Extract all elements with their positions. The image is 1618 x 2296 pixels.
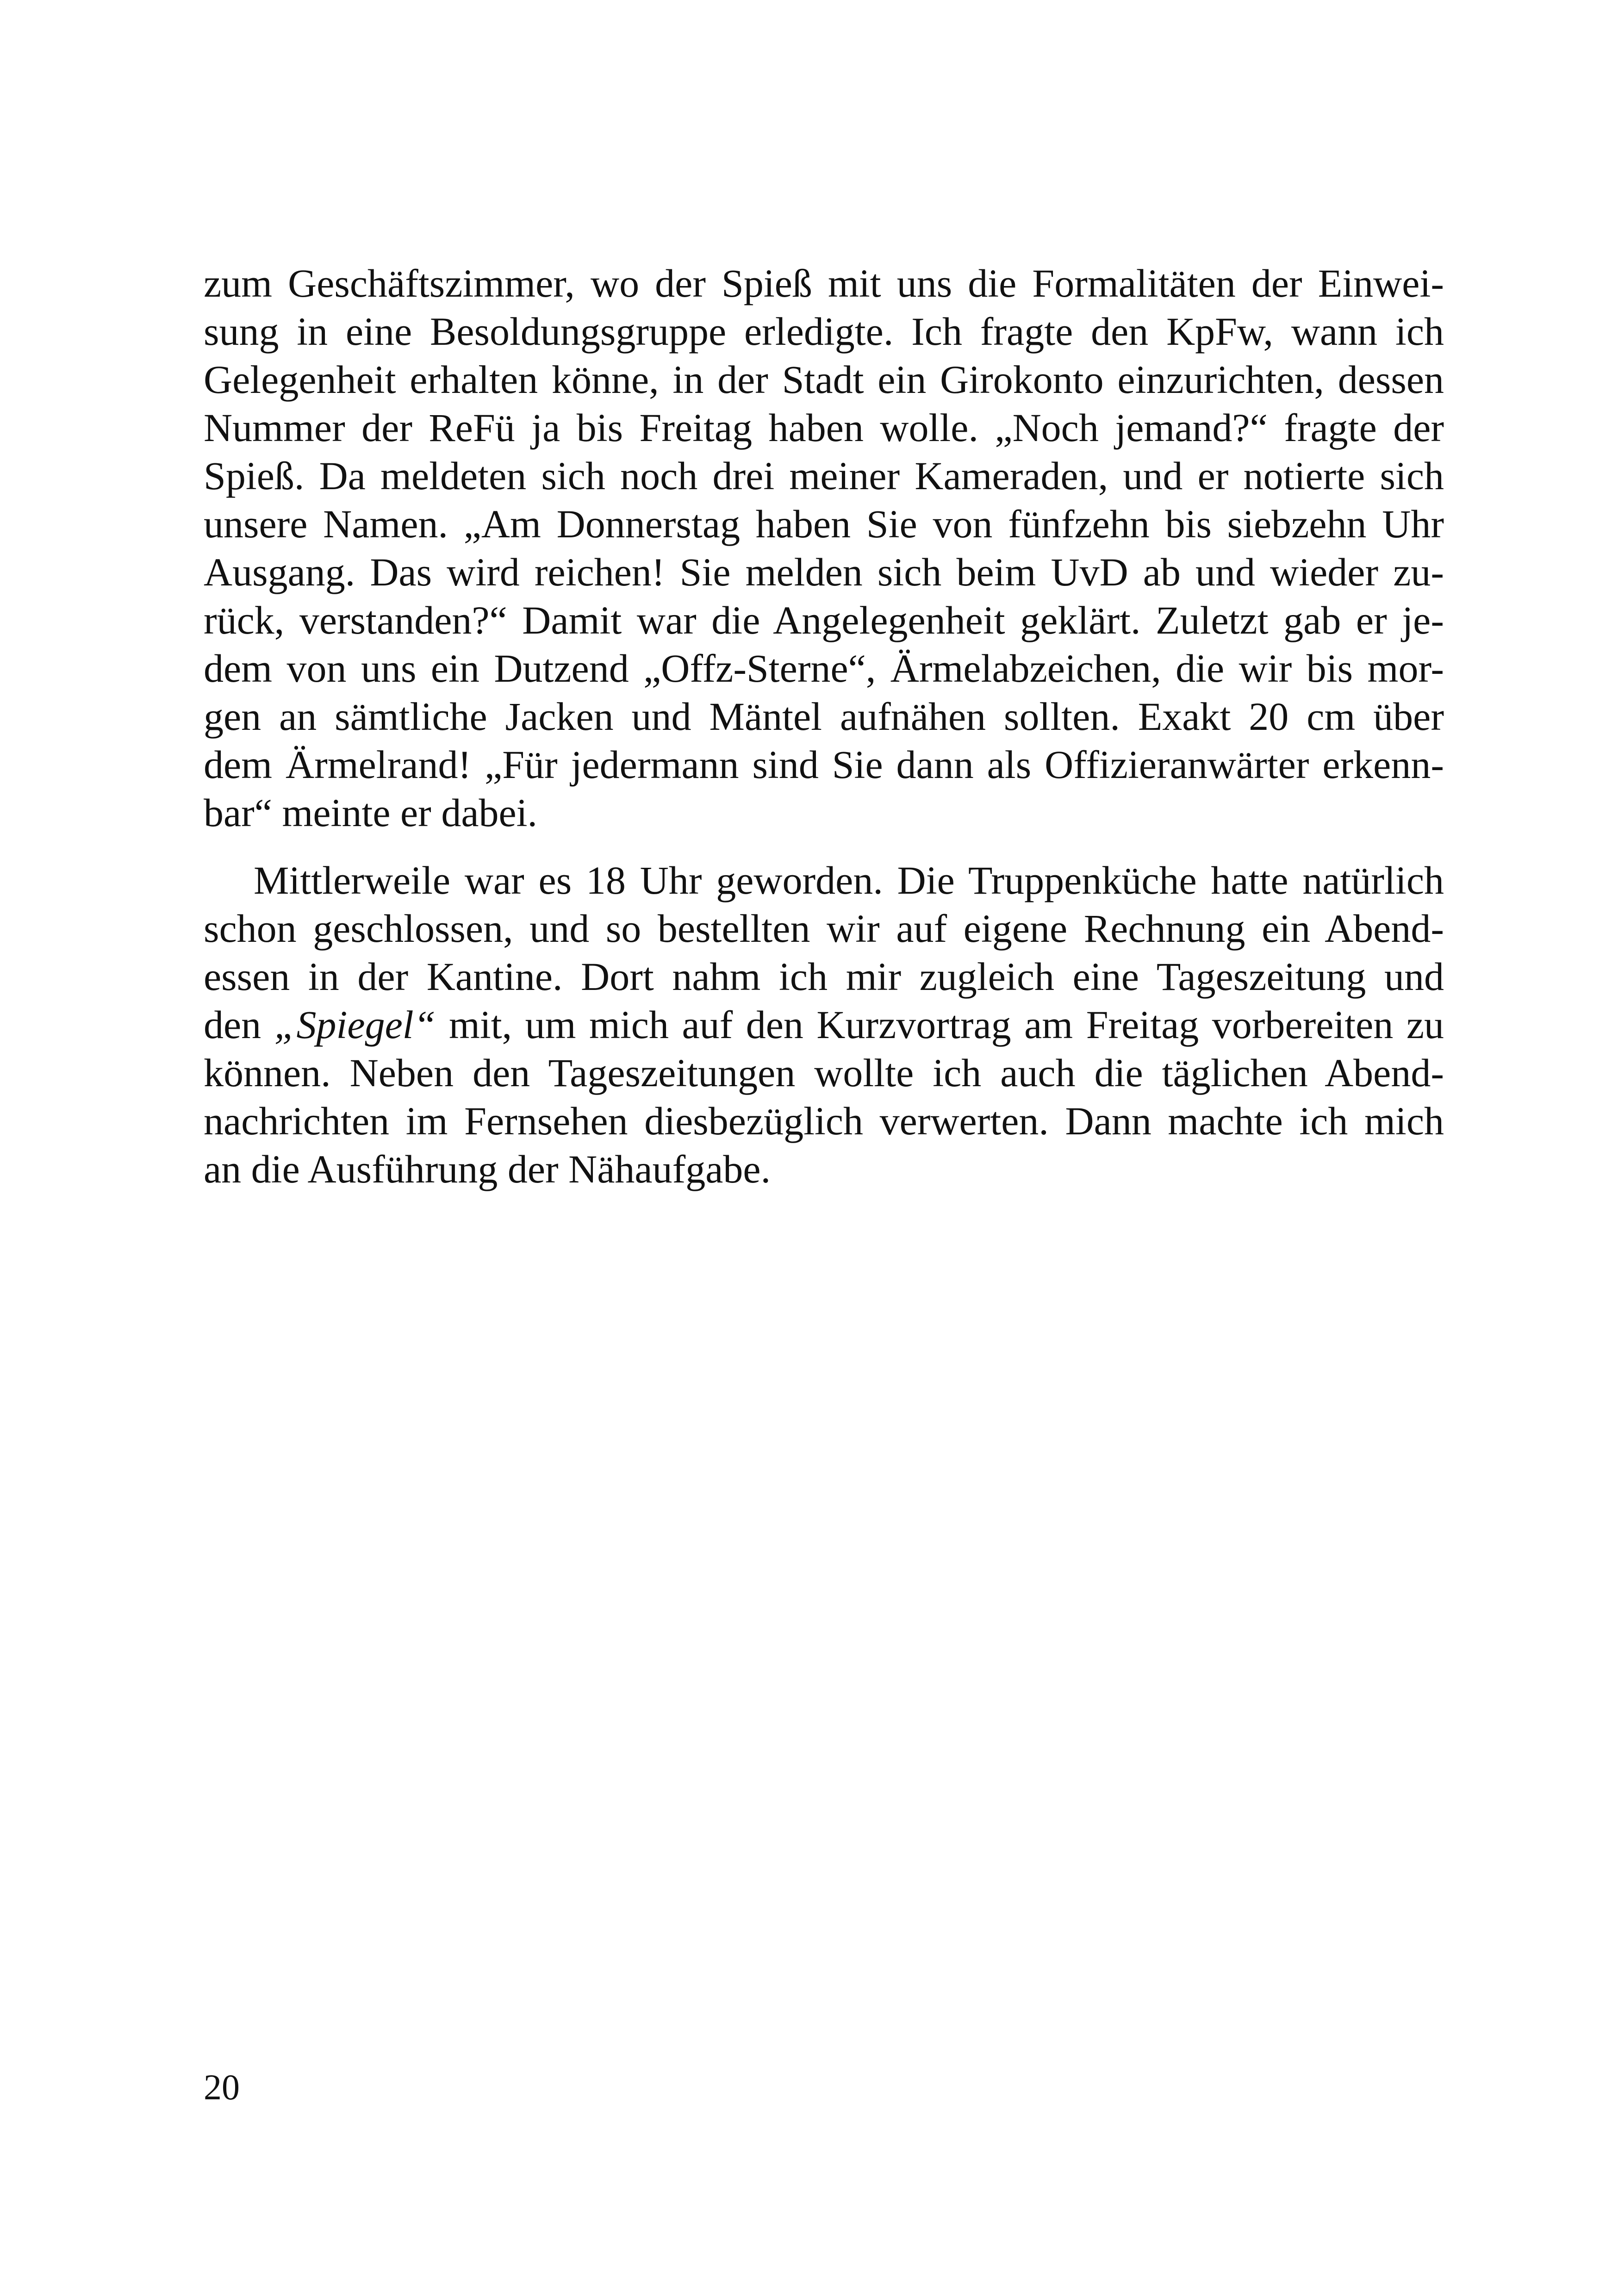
- text-line: dem von uns ein Dutzend „Offz-Sterne“, Ärmelabzeichen, die wir bis mor-: [204, 646, 1444, 691]
- text-line: Ausgang. Das wird reichen! Sie melden sich beim UvD ab und wieder zu-: [204, 550, 1444, 594]
- text-segment: mit, um mich auf den Kurzvortrag am Freitag vorbereiten zu: [436, 1002, 1444, 1047]
- body-text: [204, 259, 1444, 1193]
- text-line: Nummer der ReFü ja bis Freitag haben wolle. „Noch jemand?“ fragte der: [204, 405, 1444, 450]
- paragraph-1: [204, 259, 1444, 837]
- text-line: gen an sämtliche Jacken und Mäntel aufnähen sollten. Exakt 20 cm über: [204, 694, 1444, 739]
- paragraph-2: [204, 856, 1444, 1193]
- text-line: dem Ärmelrand! „Für jedermann sind Sie dann als Offizieranwärter erkenn-: [204, 742, 1444, 787]
- text-line: Gelegenheit erhalten könne, in der Stadt ein Girokonto einzurichten, dessen: [204, 357, 1444, 402]
- text-line: sung in eine Besoldungsgruppe erledigte. Ich fragte den KpFw, wann ich: [204, 309, 1444, 354]
- text-line: nachrichten im Fernsehen diesbezüglich verwerten. Dann machte ich mich: [204, 1099, 1444, 1143]
- text-line: schon geschlossen, und so bestellten wir auf eigene Rechnung ein Abend-: [204, 906, 1444, 951]
- text-line: essen in der Kantine. Dort nahm ich mir zugleich eine Tageszeitung und: [204, 954, 1444, 999]
- text-line: Mittlerweile war es 18 Uhr geworden. Die Truppenküche hatte natürlich: [254, 858, 1444, 902]
- text-line: bar“ meinte er dabei.: [204, 790, 538, 835]
- text-line: rück, verstanden?“ Damit war die Angelegenheit geklärt. Zuletzt gab er je-: [204, 598, 1444, 642]
- text-segment: den: [204, 1002, 274, 1047]
- italic-title: „Spiegel“: [274, 1002, 436, 1047]
- text-line: unsere Namen. „Am Donnerstag haben Sie von fünfzehn bis siebzehn Uhr: [204, 502, 1444, 546]
- text-line: können. Neben den Tageszeitungen wollte ich auch die täglichen Abend-: [204, 1051, 1444, 1095]
- text-line: zum Geschäftszimmer, wo der Spieß mit uns die Formalitäten der Einwei-: [204, 261, 1444, 305]
- text-line-with-italic: [204, 1001, 1444, 1049]
- page-number: 20: [204, 2067, 240, 2107]
- text-line: an die Ausführung der Nähaufgabe.: [204, 1147, 771, 1191]
- text-line: Spieß. Da meldeten sich noch drei meiner Kameraden, und er notierte sich: [204, 454, 1444, 498]
